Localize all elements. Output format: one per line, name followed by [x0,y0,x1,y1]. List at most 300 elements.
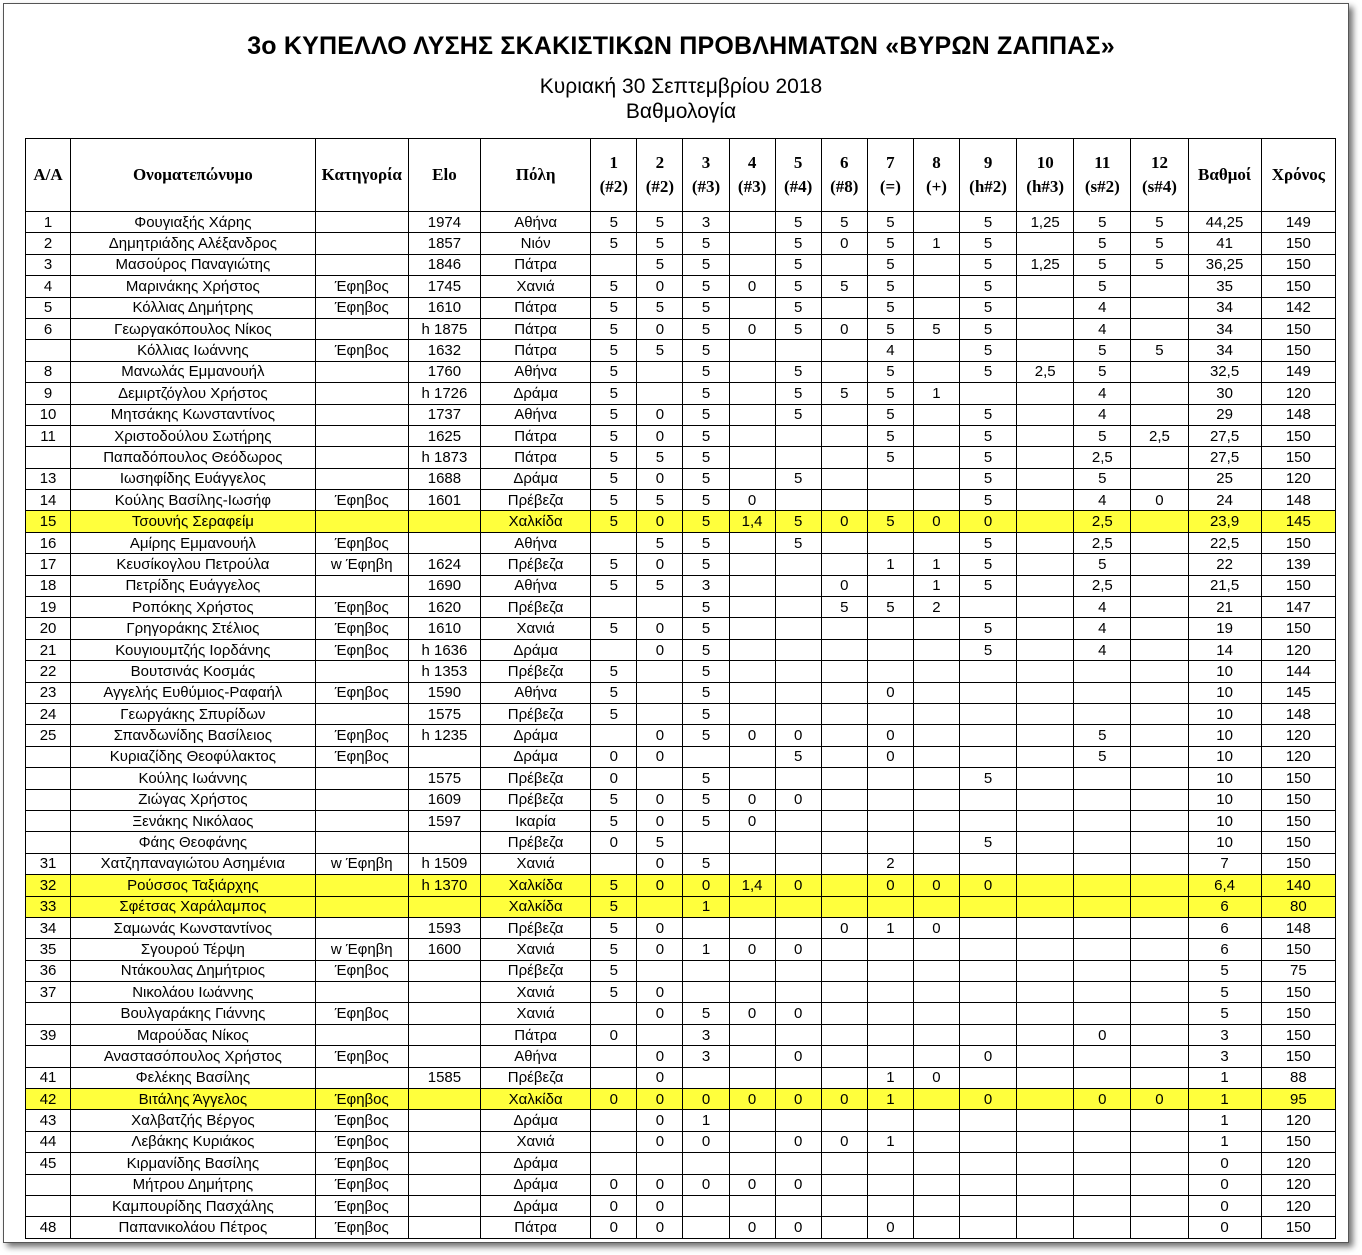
aa-cell: 39 [26,1024,71,1045]
elo-cell: 1632 [408,340,480,361]
points-cell: 27,5 [1188,425,1261,446]
p7-cell: 1 [867,917,913,938]
aa-cell: 25 [26,725,71,746]
points-cell: 6 [1188,939,1261,960]
p10-cell [1017,511,1074,532]
category-cell [315,254,408,275]
category-cell: Έφηβος [315,1217,408,1238]
p7-cell: 2 [867,853,913,874]
p6-cell [821,960,867,981]
points-cell: 0 [1188,1174,1261,1195]
category-cell: Έφηβος [315,1131,408,1152]
p8-cell [913,340,959,361]
p10-cell [1017,1131,1074,1152]
table-row [26,233,1336,254]
p4-cell [729,468,775,489]
category-cell [315,1024,408,1045]
header-problem-2: 2 (#2) [637,139,683,212]
p2-cell: 0 [637,746,683,767]
header-problem-3: 3 (#3) [683,139,729,212]
p11-cell [1074,1003,1131,1024]
p6-cell [821,682,867,703]
name-cell: Κευσίκογλου Πετρούλα [71,554,316,575]
name-cell: Ζιώγας Χρήστος [71,789,316,810]
p8-cell [913,618,959,639]
p11-cell: 5 [1074,212,1131,233]
category-cell [315,703,408,724]
elo-cell: h 1235 [408,725,480,746]
p6-cell [821,639,867,660]
p12-cell [1131,297,1188,318]
aa-cell: 8 [26,361,71,382]
p10-cell [1017,639,1074,660]
p4-cell: 0 [729,1003,775,1024]
p10-cell [1017,1110,1074,1131]
p4-cell [729,746,775,767]
time-cell: 150 [1261,425,1335,446]
elo-cell: h 1370 [408,875,480,896]
p6-cell [821,703,867,724]
name-cell: Φουγιαξής Χάρης [71,212,316,233]
p5-cell: 5 [775,511,821,532]
p4-cell: 1,4 [729,875,775,896]
header-name: Ονοματεπώνυμο [71,139,316,212]
p9-cell [960,896,1017,917]
p8-cell [913,682,959,703]
p4-cell [729,212,775,233]
table-row [26,1153,1336,1174]
city-cell: Αθήνα [481,682,591,703]
elo-cell [408,1089,480,1110]
p4-cell [729,361,775,382]
p4-cell [729,1153,775,1174]
points-cell: 3 [1188,1046,1261,1067]
p11-cell: 2,5 [1074,511,1131,532]
p1-cell: 5 [591,383,637,404]
p1-cell [591,1153,637,1174]
name-cell: Σπανδωνίδης Βασίλειος [71,725,316,746]
p9-cell [960,960,1017,981]
time-cell: 150 [1261,318,1335,339]
points-cell: 10 [1188,810,1261,831]
p10-cell [1017,404,1074,425]
p9-cell [960,1153,1017,1174]
p7-cell: 4 [867,340,913,361]
p3-cell: 0 [683,1131,729,1152]
p9-cell: 5 [960,425,1017,446]
aa-cell: 11 [26,425,71,446]
aa-cell [26,810,71,831]
p6-cell [821,789,867,810]
city-cell: Δράμα [481,383,591,404]
aa-cell: 34 [26,917,71,938]
p9-cell: 5 [960,318,1017,339]
time-cell: 150 [1261,233,1335,254]
p4-cell: 0 [729,1089,775,1110]
city-cell: Πάτρα [481,340,591,361]
p11-cell: 2,5 [1074,532,1131,553]
points-cell: 22,5 [1188,532,1261,553]
p1-cell: 5 [591,618,637,639]
page-title: 3ο ΚΥΠΕΛΛΟ ΛΥΣΗΣ ΣΚΑΚΙΣΤΙΚΩΝ ΠΡΟΒΛΗΜΑΤΩΝ «ΒΥΡΩΝ ΖΑΠΠΑΣ» [247,32,1115,60]
p12-cell [1131,468,1188,489]
time-cell: 88 [1261,1067,1335,1088]
p1-cell: 5 [591,468,637,489]
name-cell: Χατζηπαναγιώτου Ασημένια [71,853,316,874]
category-cell: Έφηβος [315,639,408,660]
p7-cell: 5 [867,447,913,468]
header-problem-8: 8 (+) [913,139,959,212]
name-cell: Σαμωνάς Κωνσταντίνος [71,917,316,938]
p1-cell [591,1131,637,1152]
name-cell: Ρούσσος Ταξιάρχης [71,875,316,896]
category-cell: Έφηβος [315,340,408,361]
name-cell: Ιωσηφίδης Ευάγγελος [71,468,316,489]
p8-cell [913,1003,959,1024]
p5-cell: 5 [775,276,821,297]
header-problem-9: 9 (h#2) [960,139,1017,212]
p11-cell: 5 [1074,361,1131,382]
p2-cell: 0 [637,810,683,831]
category-cell [315,661,408,682]
city-cell: Αθήνα [481,404,591,425]
p1-cell: 5 [591,875,637,896]
p12-cell [1131,917,1188,938]
category-cell [315,468,408,489]
p4-cell [729,597,775,618]
table-row [26,896,1336,917]
p1-cell: 5 [591,661,637,682]
p5-cell [775,853,821,874]
time-cell: 140 [1261,875,1335,896]
p5-cell: 0 [775,1174,821,1195]
category-cell: Έφηβος [315,725,408,746]
time-cell: 120 [1261,1174,1335,1195]
p8-cell [913,447,959,468]
header-problem-4: 4 (#3) [729,139,775,212]
category-cell [315,789,408,810]
aa-cell: 18 [26,575,71,596]
city-cell: Αθήνα [481,575,591,596]
points-cell: 34 [1188,318,1261,339]
p9-cell [960,703,1017,724]
elo-cell: 1625 [408,425,480,446]
city-cell: Πρέβεζα [481,597,591,618]
city-cell: Αθήνα [481,1046,591,1067]
p12-cell [1131,661,1188,682]
time-cell: 75 [1261,960,1335,981]
p10-cell [1017,447,1074,468]
p9-cell: 5 [960,254,1017,275]
p11-cell [1074,703,1131,724]
category-cell: Έφηβος [315,682,408,703]
city-cell: Δράμα [481,725,591,746]
points-cell: 34 [1188,297,1261,318]
p8-cell [913,853,959,874]
p12-cell [1131,746,1188,767]
p5-cell: 5 [775,361,821,382]
p2-cell: 0 [637,404,683,425]
p8-cell [913,490,959,511]
p7-cell: 5 [867,425,913,446]
category-cell: Έφηβος [315,532,408,553]
p7-cell [867,789,913,810]
p12-cell [1131,597,1188,618]
p5-cell [775,703,821,724]
table-header-row [26,139,1336,212]
p9-cell [960,982,1017,1003]
city-cell: Χαλκίδα [481,896,591,917]
p2-cell: 5 [637,532,683,553]
p7-cell [867,661,913,682]
time-cell: 150 [1261,575,1335,596]
p7-cell [867,982,913,1003]
name-cell: Βιτάλης Άγγελος [71,1089,316,1110]
p8-cell [913,212,959,233]
p11-cell: 2,5 [1074,447,1131,468]
aa-cell: 2 [26,233,71,254]
header-problem-11: 11 (s#2) [1074,139,1131,212]
city-cell: Χανιά [481,939,591,960]
aa-cell: 16 [26,532,71,553]
name-cell: Παπαδόπουλος Θεόδωρος [71,447,316,468]
p2-cell: 5 [637,340,683,361]
table-row [26,746,1336,767]
p7-cell: 1 [867,1089,913,1110]
points-cell: 22 [1188,554,1261,575]
p12-cell: 5 [1131,212,1188,233]
p4-cell [729,1024,775,1045]
city-cell: Δράμα [481,1110,591,1131]
aa-cell: 24 [26,703,71,724]
category-cell [315,1067,408,1088]
p6-cell [821,297,867,318]
p8-cell: 0 [913,1067,959,1088]
points-cell: 36,25 [1188,254,1261,275]
p1-cell: 0 [591,768,637,789]
p2-cell [637,661,683,682]
p4-cell [729,447,775,468]
category-cell [315,832,408,853]
p11-cell [1074,1195,1131,1216]
p9-cell: 0 [960,1089,1017,1110]
time-cell: 150 [1261,810,1335,831]
p7-cell [867,575,913,596]
p6-cell [821,661,867,682]
p12-cell [1131,404,1188,425]
p11-cell: 0 [1074,1024,1131,1045]
points-cell: 3 [1188,1024,1261,1045]
p8-cell [913,468,959,489]
p2-cell: 5 [637,575,683,596]
p7-cell: 1 [867,1067,913,1088]
p9-cell: 5 [960,404,1017,425]
p8-cell [913,254,959,275]
name-cell: Ξενάκης Νικόλαος [71,810,316,831]
p11-cell: 5 [1074,233,1131,254]
elo-cell: h 1873 [408,447,480,468]
aa-cell: 10 [26,404,71,425]
p11-cell [1074,1174,1131,1195]
category-cell [315,233,408,254]
p1-cell: 5 [591,810,637,831]
points-cell: 6 [1188,917,1261,938]
p10-cell [1017,1067,1074,1088]
elo-cell: 1585 [408,1067,480,1088]
p3-cell: 5 [683,703,729,724]
points-cell: 5 [1188,960,1261,981]
time-cell: 148 [1261,404,1335,425]
p8-cell: 1 [913,575,959,596]
header-problem-12: 12 (s#4) [1131,139,1188,212]
p3-cell [683,982,729,1003]
p12-cell [1131,1153,1188,1174]
p3-cell: 5 [683,639,729,660]
p11-cell: 5 [1074,725,1131,746]
p8-cell [913,1089,959,1110]
category-cell: Έφηβος [315,597,408,618]
p6-cell [821,361,867,382]
p3-cell: 5 [683,768,729,789]
time-cell: 150 [1261,254,1335,275]
points-cell: 35 [1188,276,1261,297]
time-cell: 147 [1261,597,1335,618]
p6-cell: 0 [821,511,867,532]
p5-cell: 0 [775,1217,821,1238]
table-row [26,853,1336,874]
points-cell: 32,5 [1188,361,1261,382]
p9-cell [960,1024,1017,1045]
p3-cell [683,1067,729,1088]
city-cell: Αθήνα [481,212,591,233]
category-cell [315,810,408,831]
p3-cell: 0 [683,1174,729,1195]
p10-cell [1017,554,1074,575]
time-cell: 120 [1261,383,1335,404]
name-cell: Χαλβατζής Βέργος [71,1110,316,1131]
p1-cell: 5 [591,276,637,297]
p9-cell: 5 [960,468,1017,489]
time-cell: 150 [1261,832,1335,853]
p3-cell: 5 [683,404,729,425]
time-cell: 80 [1261,896,1335,917]
elo-cell [408,960,480,981]
p5-cell [775,768,821,789]
elo-cell: 1601 [408,490,480,511]
elo-cell: 1760 [408,361,480,382]
elo-cell: 1745 [408,276,480,297]
p2-cell: 0 [637,554,683,575]
p11-cell: 2,5 [1074,575,1131,596]
time-cell: 148 [1261,917,1335,938]
p8-cell [913,639,959,660]
p7-cell: 1 [867,1131,913,1152]
p8-cell [913,768,959,789]
p11-cell [1074,939,1131,960]
p5-cell [775,554,821,575]
points-cell: 10 [1188,725,1261,746]
city-cell: Χανιά [481,276,591,297]
p5-cell: 5 [775,404,821,425]
table-row [26,875,1336,896]
p12-cell [1131,575,1188,596]
event-date: Κυριακή 30 Σεπτεμβρίου 2018 [539,75,823,98]
name-cell: Κόλλιας Ιωάννης [71,340,316,361]
p2-cell: 5 [637,254,683,275]
name-cell: Βουλγαράκης Γιάννης [71,1003,316,1024]
category-cell [315,768,408,789]
p4-cell [729,383,775,404]
p4-cell: 0 [729,1217,775,1238]
p6-cell [821,1003,867,1024]
aa-cell [26,746,71,767]
p1-cell: 5 [591,960,637,981]
p12-cell [1131,1067,1188,1088]
p8-cell: 0 [913,875,959,896]
p9-cell: 5 [960,447,1017,468]
p6-cell [821,490,867,511]
category-cell: Έφηβος [315,276,408,297]
p12-cell: 5 [1131,254,1188,275]
city-cell: Πάτρα [481,425,591,446]
category-cell [315,575,408,596]
city-cell: Χανιά [481,1003,591,1024]
p5-cell [775,490,821,511]
table-row [26,789,1336,810]
p10-cell [1017,982,1074,1003]
city-cell: Αθήνα [481,361,591,382]
name-cell: Κιρμανίδης Βασίλης [71,1153,316,1174]
p4-cell: 0 [729,789,775,810]
aa-cell: 41 [26,1067,71,1088]
p5-cell [775,575,821,596]
p10-cell: 1,25 [1017,212,1074,233]
p6-cell: 0 [821,575,867,596]
p4-cell [729,575,775,596]
p4-cell [729,768,775,789]
p9-cell: 5 [960,575,1017,596]
p11-cell [1074,917,1131,938]
table-row [26,212,1336,233]
name-cell: Αμίρης Εμμανουήλ [71,532,316,553]
p4-cell [729,618,775,639]
p7-cell: 5 [867,297,913,318]
p1-cell: 5 [591,554,637,575]
p11-cell: 4 [1074,297,1131,318]
p3-cell: 1 [683,939,729,960]
p11-cell [1074,1217,1131,1238]
aa-cell: 4 [26,276,71,297]
p10-cell [1017,746,1074,767]
time-cell: 120 [1261,746,1335,767]
p1-cell [591,597,637,618]
p12-cell [1131,896,1188,917]
p2-cell [637,361,683,382]
p2-cell: 0 [637,618,683,639]
aa-cell: 43 [26,1110,71,1131]
p6-cell [821,1153,867,1174]
p6-cell [821,554,867,575]
elo-cell [408,1174,480,1195]
p6-cell [821,896,867,917]
p12-cell [1131,1174,1188,1195]
p1-cell: 5 [591,212,637,233]
category-cell: Έφηβος [315,746,408,767]
time-cell: 142 [1261,297,1335,318]
points-cell: 7 [1188,853,1261,874]
p9-cell: 5 [960,212,1017,233]
city-cell: Πρέβεζα [481,661,591,682]
